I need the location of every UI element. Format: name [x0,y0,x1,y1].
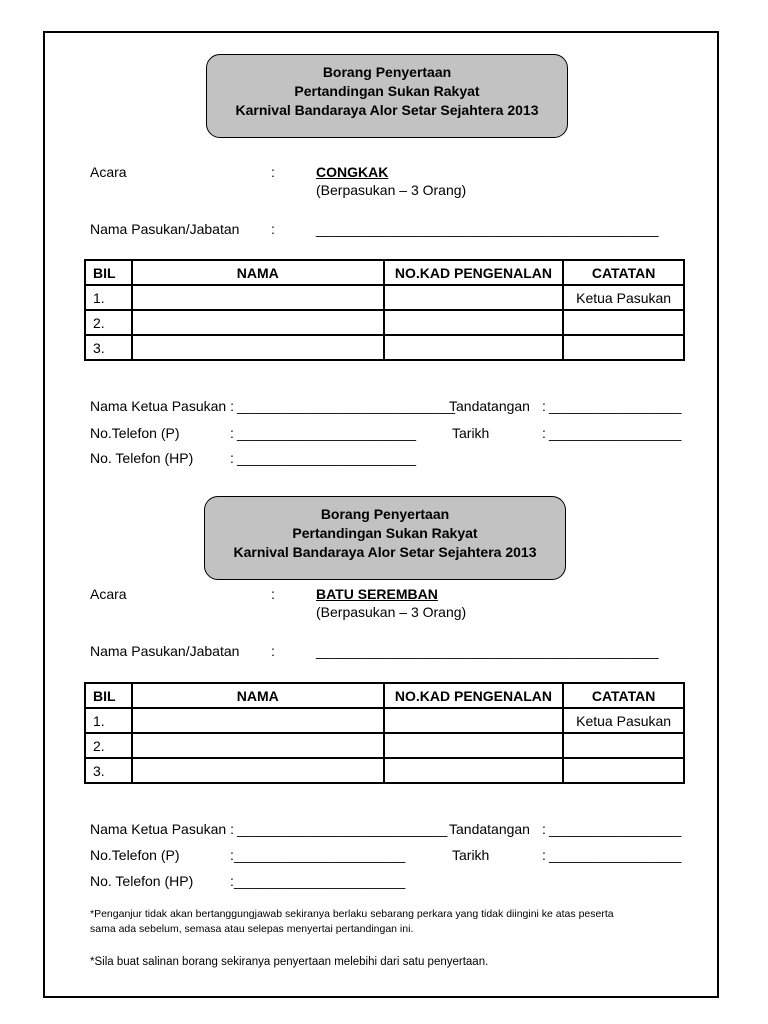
name-cell[interactable] [132,708,384,733]
form-title-line: Karnival Bandaraya Alor Setar Sejahtera 2013 [235,102,539,118]
header-catatan: CATATAN [563,683,684,708]
form-title-box [204,496,566,580]
ic-cell[interactable] [384,285,564,310]
team-name-field[interactable]: ____________________________________________ [316,221,659,237]
row-number: 2. [85,310,132,335]
row-number: 1. [85,708,132,733]
phone-hp-label: No. Telefon (HP) [90,450,194,466]
phone-p-field[interactable]: _______________________ [237,425,417,441]
note-cell[interactable] [563,335,684,360]
table-row [85,708,684,733]
header-nama: NAMA [132,683,384,708]
leader-label: Nama Ketua Pasukan : [90,821,234,837]
row-number: 3. [85,335,132,360]
date-field[interactable]: _________________ [549,847,682,863]
event-name: BATU SEREMBAN [316,586,438,602]
ic-cell[interactable] [384,310,564,335]
leader-field[interactable]: ____________________________ [237,398,456,414]
signature-field[interactable]: _________________ [549,821,682,837]
table-header-row [85,683,684,708]
event-colon: : [271,164,275,180]
header-catatan: CATATAN [563,260,684,285]
phone-p-colon: : [230,847,234,863]
table-row [85,733,684,758]
phone-p-field[interactable]: ______________________ [234,847,406,863]
event-label: Acara [90,164,127,180]
phone-p-colon: : [230,425,234,441]
table-row [85,285,684,310]
event-subtitle: (Berpasukan – 3 Orang) [316,182,467,198]
team-label: Nama Pasukan/Jabatan [90,221,240,237]
header-bil: BIL [85,260,132,285]
signature-label: Tandatangan [449,398,530,414]
date-label: Tarikh [452,847,490,863]
row-number: 1. [85,285,132,310]
signature-label: Tandatangan [449,821,530,837]
date-field[interactable]: _________________ [549,425,682,441]
copy-note: *Sila buat salinan borang sekiranya penyertaan melebihi dari satu penyertaan. [90,956,489,968]
phone-hp-field[interactable]: _______________________ [237,450,417,466]
date-label: Tarikh [452,425,490,441]
header-bil: BIL [85,683,132,708]
phone-hp-label: No. Telefon (HP) [90,873,194,889]
phone-p-label: No.Telefon (P) [90,847,180,863]
table-row [85,310,684,335]
form-title-line: Pertandingan Sukan Rakyat [294,83,480,99]
form-title-line: Karnival Bandaraya Alor Setar Sejahtera 2013 [233,544,537,560]
row-number: 2. [85,733,132,758]
note-cell[interactable] [563,733,684,758]
name-cell[interactable] [132,285,384,310]
event-name: CONGKAK [316,164,389,180]
phone-hp-colon: : [230,873,234,889]
leader-field[interactable]: ___________________________ [237,821,448,837]
participant-table [84,682,685,784]
header-ic: NO.KAD PENGENALAN [384,260,564,285]
ic-cell[interactable] [384,708,564,733]
event-colon: : [271,586,275,602]
phone-hp-colon: : [230,450,234,466]
ic-cell[interactable] [384,758,564,783]
disclaimer-line: sama ada sebelum, semasa atau selepas menyertai pertandingan ini. [90,923,414,935]
name-cell[interactable] [132,335,384,360]
form-title-box [206,54,568,138]
table-row [85,758,684,783]
signature-colon: : [542,821,546,837]
note-cell: Ketua Pasukan [563,708,684,733]
team-name-field[interactable]: ____________________________________________ [316,643,659,659]
date-colon: : [542,847,546,863]
note-cell[interactable] [563,758,684,783]
name-cell[interactable] [132,758,384,783]
disclaimer-note [90,907,614,937]
event-subtitle: (Berpasukan – 3 Orang) [316,604,467,620]
name-cell[interactable] [132,733,384,758]
form-title-line: Pertandingan Sukan Rakyat [292,525,478,541]
row-number: 3. [85,758,132,783]
table-row [85,335,684,360]
ic-cell[interactable] [384,733,564,758]
team-colon: : [271,643,275,659]
table-header-row [85,260,684,285]
event-label: Acara [90,586,127,602]
header-nama: NAMA [132,260,384,285]
leader-label: Nama Ketua Pasukan : [90,398,234,414]
ic-cell[interactable] [384,335,564,360]
team-colon: : [271,221,275,237]
name-cell[interactable] [132,310,384,335]
form-title-line: Borang Penyertaan [320,506,450,522]
note-cell[interactable] [563,310,684,335]
team-label: Nama Pasukan/Jabatan [90,643,240,659]
phone-p-label: No.Telefon (P) [90,425,180,441]
signature-field[interactable]: _________________ [549,398,682,414]
disclaimer-line: *Penganjur tidak akan bertanggungjawab sekiranya berlaku sebarang perkara yang tidak diingini ke atas peserta [90,908,614,920]
header-ic: NO.KAD PENGENALAN [384,683,564,708]
signature-colon: : [542,398,546,414]
note-cell: Ketua Pasukan [563,285,684,310]
date-colon: : [542,425,546,441]
phone-hp-field[interactable]: ______________________ [234,873,406,889]
participant-table [84,259,685,361]
form-title-line: Borang Penyertaan [322,64,452,80]
